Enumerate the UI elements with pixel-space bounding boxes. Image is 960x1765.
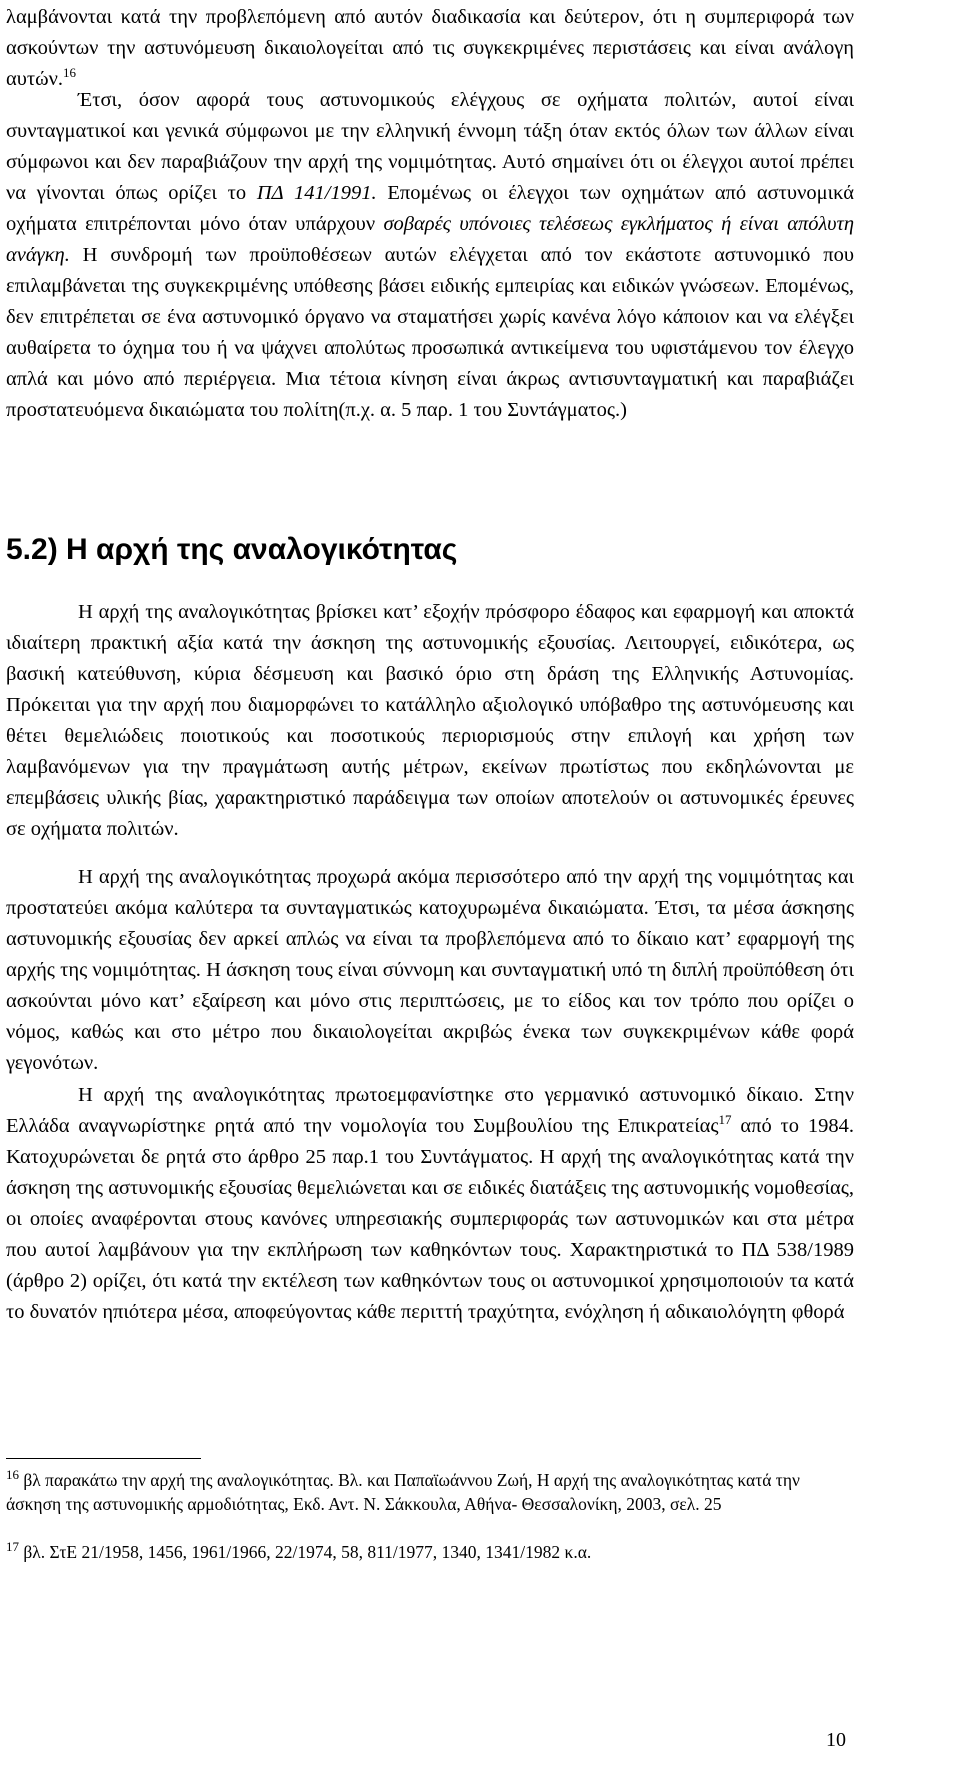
paragraph-text: Η αρχή της αναλογικότητας πρωτοεμφανίστηκε στο γερμανικό αστυνομικό δίκαιο. Στην Ελλάδα αναγνωρίστηκε ρητά από την νομολογία του Συμβουλίου της Επικρατείας xyxy=(6,1084,854,1137)
paragraph-text: Επομένως οι έλεγχοι των οχημάτων από αστυνομικά οχήματα επιτρέπονται μόνο όταν υπάρχουν xyxy=(6,182,854,235)
page-number: 10 xyxy=(826,1729,846,1751)
paragraph-continuation xyxy=(6,2,854,95)
footnote-text: βλ. ΣτΕ 21/1958, 1456, 1961/1966, 22/1974, 58, 811/1977, 1340, 1341/1982 κ.α. xyxy=(19,1542,592,1562)
emphasis-conditions: σοβαρές υπόνοιες τελέσεως εγκλήματος ή είναι απόλυτη ανάγκη. xyxy=(6,213,854,266)
paragraph-vehicle-checks xyxy=(6,85,854,426)
footnote-number: 17 xyxy=(6,1539,19,1555)
footnote-reference-16: 16 xyxy=(63,65,77,81)
section-heading: 5.2) Η αρχή της αναλογικότητας xyxy=(6,533,458,566)
footnote-text: βλ παρακάτω την αρχή της αναλογικότητας. Βλ. και Παπαϊωάννου Ζωή, Η αρχή της αναλογικότητας κατά την άσκηση της αστυνομικής αρμοδιότητας, Εκδ. Αντ. Ν. Σάκκουλα, Αθήνα- Θεσσαλονίκη, 2003, σελ. 25 xyxy=(6,1470,800,1514)
paragraph-text: Η συνδρομή των προϋποθέσεων αυτών ελέγχεται από τον εκάστοτε αστυνομικό που επιλαμβάνεται της συγκεκριμένης υπόθεσης βάσει ειδικής εμπειρίας και ειδικών γνώσεων. Επομένως, δεν επιτρέπεται σε ένα αστυνομικό όργανο να σταματήσει χωρίς κανένα λόγο κάποιον και να ελέγξει αυθαίρετα το όχημα του ή να ψάχνει απολύτως προσωπικά αντικείμενα του υφιστάμενου τον έλεγχο απλά και μόνο από περιέργεια. Μια τέτοια κίνηση είναι άκρως αντισυνταγματική και παραβιάζει προστατευόμενα δικαιώματα του πολίτη(π.χ. α. 5 παρ. 1 του Συντάγματος.) xyxy=(6,244,854,421)
paragraph-text: λαμβάνονται κατά την προβλεπόμενη από αυτόν διαδικασία και δεύτερον, ότι η συμπεριφορά των ασκούντων την αστυνόμευση δικαιολογείται από τις συγκεκριμένες περιστάσεις και είναι ανάλογη αυτών. xyxy=(6,6,854,90)
paragraph-text: από το 1984. Κατοχυρώνεται δε ρητά στο άρθρο 25 παρ.1 του Συντάγματος. Η αρχή της αναλογικότητας κατά την άσκηση της αστυνομικής εξουσίας θεμελιώνεται και σε ειδικές διατάξεις της αστυνομικής νομοθεσίας, οι οποίες αναφέρονται στους κανόνες υπηρεσιακής συμπεριφοράς των αστυνομικών και στα μέτρα που αυτοί λαμβάνουν για την εκπλήρωση των καθηκόντων τους. Χαρακτηριστικά το ΠΔ 538/1989 (άρθρο 2) ορίζει, ότι κατά την εκτέλεση των καθηκόντων τους οι αστυνομικοί χρησιμοποιούν τα κατά το δυνατόν ηπιότερα μέσα, αποφεύγοντας κάθε περιττή τραχύτητα, ενόχληση ή αδικαιολόγητη φθορά xyxy=(6,1115,854,1323)
footnote-16 xyxy=(6,1468,854,1516)
footnote-reference-17: 17 xyxy=(718,1112,732,1128)
footnote-separator xyxy=(6,1458,201,1459)
emphasis-decree: ΠΔ 141/1991. xyxy=(256,182,377,204)
paragraph-text: Έτσι, όσον αφορά τους αστυνομικούς ελέγχους σε οχήματα πολιτών, αυτοί είναι συνταγματικοί και γενικά σύμφωνοι με την ελληνική έννομη τάξη όταν εκτός όλων των άλλων είναι σύμφωνοι και δεν παραβιάζουν την αρχή της νομιμότητας. Αυτό σημαίνει ότι οι έλεγχοι αυτοί πρέπει να γίνονται όπως ορίζει το xyxy=(6,89,854,204)
paragraph-proportionality-intro: Η αρχή της αναλογικότητας βρίσκει κατ’ εξοχήν πρόσφορο έδαφος και εφαρμογή και αποκτά ιδιαίτερη πρακτική αξία κατά την άσκηση της αστυνομικής εξουσίας. Λειτουργεί, ειδικότερα, ως βασική κατεύθυνση, κύρια δέσμευση και βασικό όριο στη δράση της Ελληνικής Αστυνομίας. Πρόκειται για την αρχή που διαμορφώνει το κατάλληλο αξιολογικό υπόβαθρο της αστυνόμευσης και θέτει θεμελιώδεις ποιοτικούς και ποσοτικούς περιορισμούς στην επιλογή και χρήση των λαμβανόμενων για την πραγμάτωση αυτής μέτρων, εκείνων πρωτίστως που εκδηλώνονται με επεμβάσεις υλικής βίας, χαρακτηριστικό παράδειγμα των οποίων αποτελούν οι αστυνομικές έρευνες σε οχήματα πολιτών. xyxy=(6,601,854,840)
paragraph-proportionality-legality: Η αρχή της αναλογικότητας προχωρά ακόμα περισσότερο από την αρχή της νομιμότητας και προστατεύει ακόμα καλύτερα τα συνταγματικώς κατοχυρωμένα δικαιώματα. Έτσι, τα μέσα άσκησης αστυνομικής εξουσίας δεν αρκεί απλώς να είναι τα προβλεπόμενα από το δίκαιο κατ’ εφαρμογή της αρχής της νομιμότητας. Η άσκηση τους είναι σύννομη και συνταγματική υπό τη διπλή προϋπόθεση ότι ασκούνται μόνο κατ’ εξαίρεση και μόνο στις περιπτώσεις, με το είδος και τον τρόπο που ορίζει ο νόμος, καθώς και στο μέτρο που δικαιολογείται ακριβώς ένεκα των συγκεκριμένων κάθε φορά γεγονότων. xyxy=(6,866,854,1074)
footnote-17 xyxy=(6,1540,854,1564)
paragraph-proportionality-origin xyxy=(6,1080,854,1328)
footnote-number: 16 xyxy=(6,1467,19,1483)
